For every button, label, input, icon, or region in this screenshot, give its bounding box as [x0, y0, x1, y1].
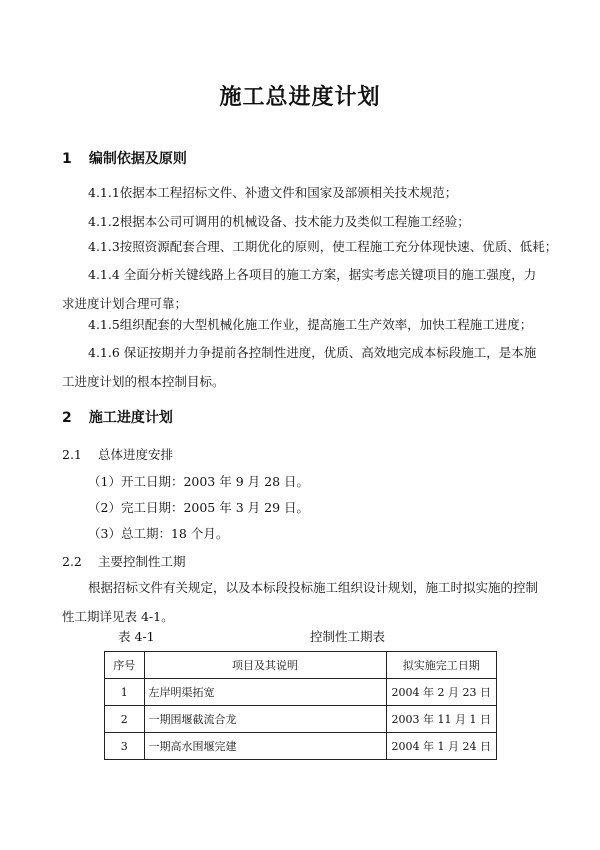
- clause-4-1-4: 4.1.4 全面分析关键线路上各项目的施工方案，据实考虑关键项目的施工强度，力求进度计划合理可靠；: [62, 267, 537, 311]
- row-description: 一期高水围堰完建: [144, 733, 386, 760]
- table-row: [105, 706, 497, 733]
- clause-4-1-6: 4.1.6 保证按期并力争提前各控制性进度，优质、高效地完成本标段施工，是本施工进度计划的根本控制目标。: [62, 345, 537, 389]
- subsection-2-2-title: 主要控制性工期: [97, 554, 186, 569]
- subsection-2-2: [62, 553, 186, 571]
- row-date: 2004 年 2 月 23 日: [386, 679, 496, 706]
- row-no: 3: [105, 733, 145, 760]
- row-no: 2: [105, 706, 145, 733]
- row-no: 1: [105, 679, 145, 706]
- row-description: 一期围堰截流合龙: [144, 706, 386, 733]
- clause-4-1-3: 4.1.3按照资源配套合理、工期优化的原则，使工程施工充分体现快速、优质、低耗；: [88, 239, 558, 254]
- table-label: 表 4-1: [118, 629, 155, 644]
- header-no: 序号: [105, 652, 145, 679]
- clause-4-1-1: 4.1.1依据本工程招标文件、补遗文件和国家及部颁相关技术规范；: [88, 185, 458, 200]
- row-date: 2004 年 1 月 24 日: [386, 733, 496, 760]
- total-duration-item: （3）总工期：18 个月。: [88, 526, 229, 541]
- subsection-2-1-title: 总体进度安排: [97, 447, 173, 462]
- table-caption: 控制性工期表: [310, 629, 386, 644]
- row-description: 左岸明渠拓宽: [144, 679, 386, 706]
- subsection-2-2-number: 2.2: [62, 554, 82, 569]
- section-1-heading: [62, 148, 187, 168]
- section-2-title: 施工进度计划: [88, 410, 173, 426]
- table-row: [105, 679, 497, 706]
- table-row: [105, 733, 497, 760]
- section-1-number: 1: [62, 151, 72, 167]
- clause-4-1-2: 4.1.2根据本公司可调用的机械设备、技术能力及类似工程施工经验；: [88, 214, 470, 229]
- table-header-row: [105, 652, 497, 679]
- subsection-2-1-number: 2.1: [62, 447, 82, 462]
- section-2-heading: [62, 407, 173, 427]
- row-date: 2003 年 11 月 1 日: [386, 706, 496, 733]
- section-2-number: 2: [62, 410, 72, 426]
- control-schedule-table: [104, 651, 497, 760]
- page-title: 施工总进度计划: [219, 84, 381, 110]
- section-1-title: 编制依据及原则: [88, 151, 187, 167]
- subsection-2-2-paragraph: 根据招标文件有关规定，以及本标段投标施工组织设计规划，施工时拟实施的控制性工期详见表 4-1。: [62, 580, 539, 624]
- start-date-item: （1）开工日期：2003 年 9 月 28 日。: [88, 474, 309, 489]
- clause-4-1-5: 4.1.5组织配套的大型机械化施工作业，提高施工生产效率，加快工程施工进度；: [88, 317, 533, 332]
- header-completion-date: 拟实施完工日期: [386, 652, 496, 679]
- subsection-2-1: [62, 446, 173, 464]
- completion-date-item: （2）完工日期：2005 年 3 月 29 日。: [88, 500, 309, 515]
- header-description: 项目及其说明: [144, 652, 386, 679]
